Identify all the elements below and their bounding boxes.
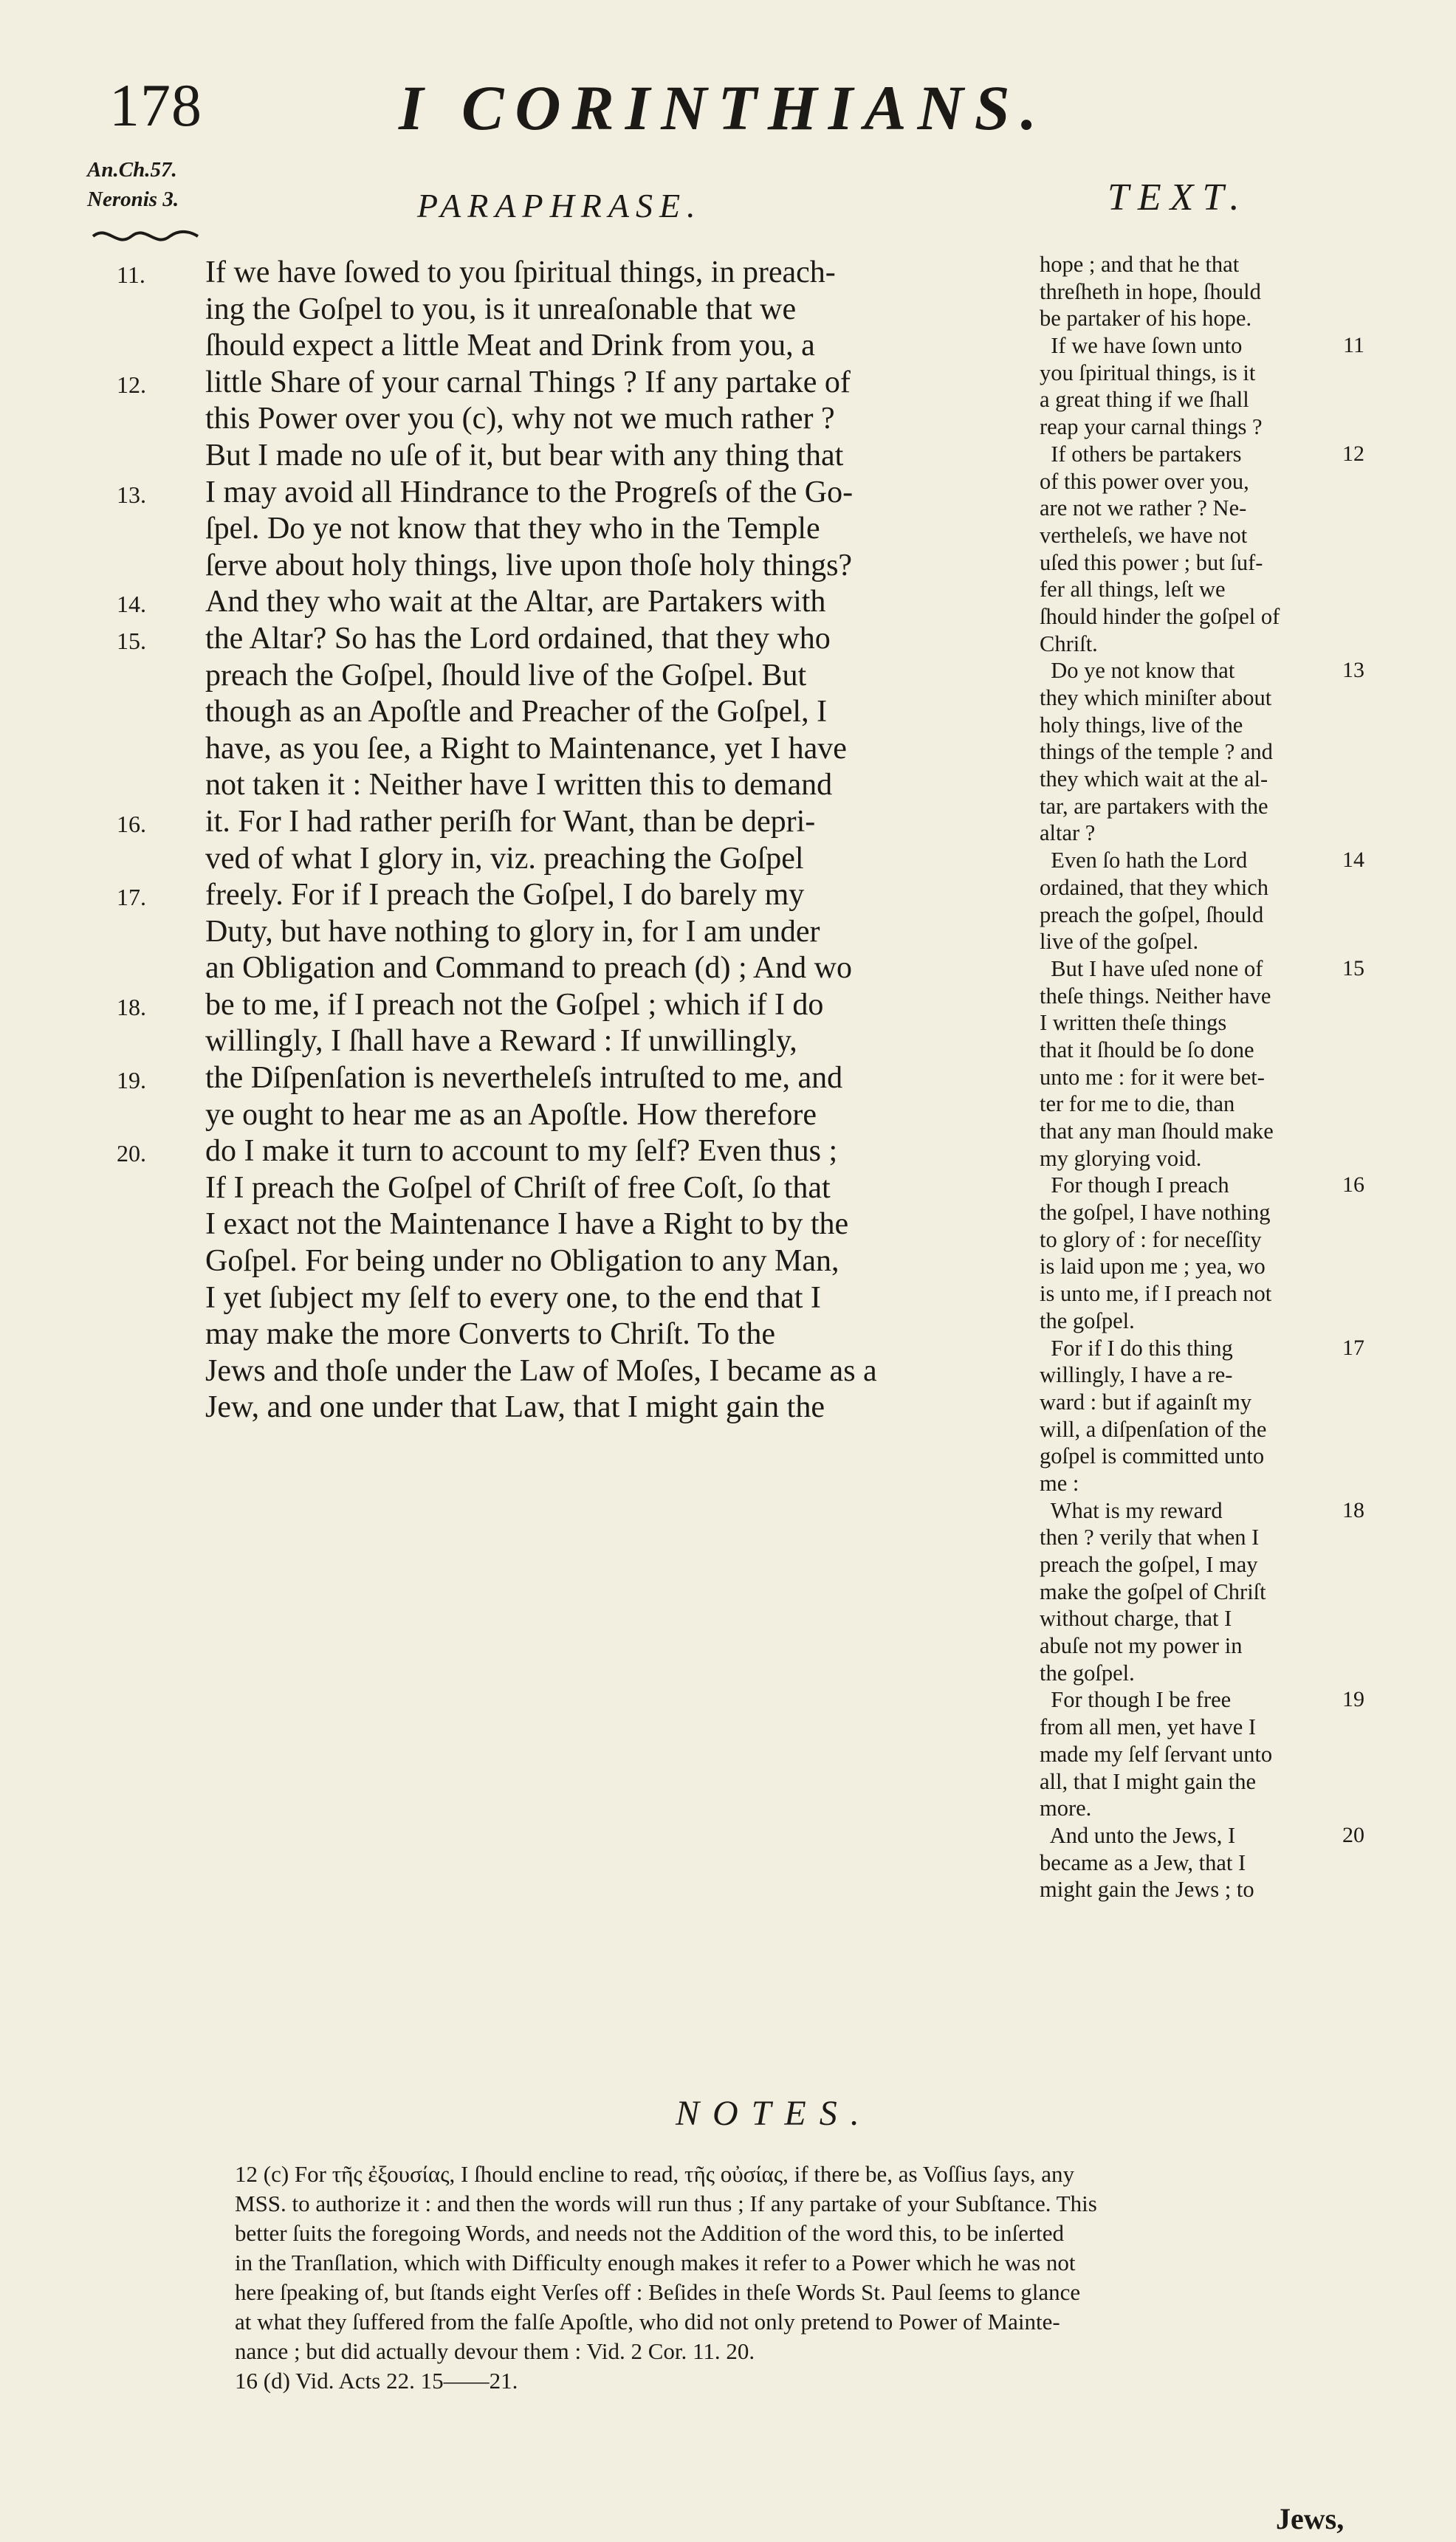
page-number: 178 (109, 72, 202, 139)
text-line-content: things of the temple ? and (1040, 739, 1273, 765)
text-line-content: is laid upon me ; yea, wo (1040, 1254, 1266, 1279)
text-line-content: But I have uſed none of (1040, 955, 1263, 981)
text-line-content: fer all things, leſt we (1040, 577, 1226, 602)
note-line: 12 (c) For τῆς ἐξουσίας, I ſhould encline to read, τῆς οὐσίας, if there be, as Voſſius ſays, any (235, 2161, 1075, 2187)
text-line-content: ter for me to die, than (1040, 1091, 1235, 1117)
text-line-content: ordained, that they which (1040, 874, 1268, 900)
note-line: in the Tranſlation, which with Difficulty enough makes it refer to a Power which he was not (235, 2250, 1076, 2275)
text-line (1040, 1335, 1364, 1362)
text-line (1040, 684, 1364, 712)
swash-ornament (90, 223, 201, 250)
paraphrase-body (205, 255, 1016, 1426)
text-line (1040, 495, 1364, 522)
margin-date-reign: Neronis 3. (87, 188, 179, 211)
paraphrase-line: ſerve about holy things, live upon thoſe holy things? (205, 548, 853, 583)
text-line-content: more. (1040, 1796, 1092, 1821)
text-line-content: live of the goſpel. (1040, 929, 1199, 955)
paraphrase-line: And they who wait at the Altar, are Partakers with (205, 585, 826, 619)
text-line (1040, 1172, 1364, 1199)
catchword: Jews, (1276, 2502, 1345, 2535)
margin-date (87, 155, 179, 214)
paraphrase-line: this Power over you (c), why not we much rather ? (205, 402, 835, 436)
text-line (1040, 1226, 1364, 1254)
text-line (1040, 1090, 1364, 1118)
text-line-content: they which wait at the al- (1040, 766, 1268, 792)
text-line-content: goſpel is committed unto (1040, 1443, 1265, 1469)
text-line (1040, 522, 1364, 549)
text-line-content: make the goſpel of Chriſt (1040, 1579, 1266, 1604)
text-line-content: then ? verily that when I (1040, 1525, 1260, 1550)
text-line (1040, 983, 1364, 1010)
text-line (1040, 1660, 1364, 1687)
text-line (1040, 1524, 1364, 1551)
text-line-content: theſe things. Neither have (1040, 983, 1271, 1009)
text-line-content: that any man ſhould make (1040, 1119, 1274, 1144)
paraphrase-line: be to me, if I preach not the Goſpel ; which if I do (205, 987, 824, 1022)
text-line-content: For though I preach (1040, 1172, 1229, 1198)
text-line-content: to glory of : for neceſſity (1040, 1226, 1262, 1252)
text-line (1040, 576, 1364, 603)
text-line-content: the goſpel, I have nothing (1040, 1200, 1271, 1226)
text-line (1040, 1714, 1364, 1741)
text-line (1040, 928, 1364, 955)
paraphrase-line: little Share of your carnal Things ? If any partake of (205, 365, 851, 399)
text-verse-number: 17 (1342, 1335, 1364, 1360)
note-line: better ſuits the foregoing Words, and needs not the Addition of the word this, to be inſerted (235, 2220, 1065, 2246)
text-line (1040, 1199, 1364, 1226)
text-line (1040, 1443, 1364, 1470)
text-verse-number: 11 (1343, 333, 1364, 358)
note-line: MSS. to authorize it : and then the words will run thus ; If any partake of your Subſtance. This (235, 2191, 1097, 2216)
text-line (1040, 1551, 1364, 1579)
note-line: here ſpeaking of, but ſtands eight Verſes off : Beſides in theſe Words St. Paul ſeems to glance (235, 2279, 1081, 2305)
paraphrase-line: an Obligation and Command to preach (d) ; And wo (205, 951, 852, 986)
text-line (1040, 1009, 1364, 1037)
text-line-content: I written theſe things (1040, 1010, 1227, 1036)
paraphrase-line: Jew, and one under that Law, that I might gain the (205, 1390, 825, 1425)
text-line-content: And unto the Jews, I (1040, 1822, 1236, 1848)
text-line-content: made my ſelf ſervant unto (1040, 1741, 1273, 1767)
text-line-content: ſhould hinder the goſpel of (1040, 603, 1280, 629)
paraphrase-verse-number: 13. (117, 481, 146, 508)
text-line-content: my glorying void. (1040, 1145, 1202, 1171)
paraphrase-line: not taken it : Neither have I written this to demand (205, 768, 833, 803)
text-line-content: vertheleſs, we have not (1040, 522, 1248, 548)
text-line (1040, 847, 1364, 874)
text-line-content: For though I be free (1040, 1687, 1232, 1713)
text-line (1040, 1849, 1364, 1877)
paraphrase-line: Goſpel. For being under no Obligation to any Man, (205, 1244, 839, 1279)
text-line (1040, 1280, 1364, 1308)
text-line-content: threſheth in hope, ſhould (1040, 278, 1261, 304)
text-line (1040, 901, 1364, 929)
paraphrase-line: the Altar? So has the Lord ordained, that they who (205, 621, 831, 656)
paraphrase-verse-number: 20. (117, 1140, 146, 1167)
text-line-content: If we have ſown unto (1040, 333, 1243, 359)
paraphrase-line: have, as you ſee, a Right to Maintenance, yet I have (205, 731, 847, 766)
text-line-content: For if I do this thing (1040, 1335, 1233, 1361)
text-verse-number: 19 (1342, 1687, 1364, 1712)
text-verse-number: 13 (1342, 658, 1364, 683)
text-line (1040, 360, 1364, 387)
paraphrase-line: ſhould expect a little Meat and Drink from you, a (205, 329, 815, 363)
text-line-content: the goſpel. (1040, 1308, 1135, 1333)
paraphrase-line: the Diſpenſation is neverthelеſs intruſted to me, and (205, 1061, 843, 1096)
text-line-content: became as a Jew, that I (1040, 1849, 1246, 1875)
text-line (1040, 468, 1364, 495)
text-line (1040, 1605, 1364, 1632)
text-line (1040, 1470, 1364, 1497)
text-line (1040, 1253, 1364, 1280)
text-line (1040, 1064, 1364, 1091)
text-line-content: they which miniſter about (1040, 685, 1272, 710)
text-line (1040, 955, 1364, 983)
text-line-content: all, that I might gain the (1040, 1768, 1257, 1794)
text-line (1040, 874, 1364, 901)
paraphrase-verse-number: 19. (117, 1067, 146, 1094)
note-line: nance ; but did actually devour them : Vid. 2 Cor. 11. 20. (235, 2338, 755, 2364)
text-verse-number: 12 (1342, 441, 1364, 466)
note-line: at what they ſuffered from the falſe Apoſtle, who did not only pretend to Power of Mainte- (235, 2309, 1060, 2335)
text-line-content: that it ſhould be ſo done (1040, 1037, 1254, 1062)
running-title: I CORINTHIANS. (399, 72, 1048, 143)
text-line (1040, 386, 1364, 413)
paraphrase-line: freely. For if I preach the Goſpel, I do barely my (205, 878, 805, 913)
text-line (1040, 1118, 1364, 1145)
paraphrase-line: ſpel. Do ye not know that they who in the Temple (205, 512, 820, 546)
text-line (1040, 1145, 1364, 1172)
paraphrase-line: ing the Goſpel to you, is it unreaſonable that we (205, 292, 797, 326)
text-line (1040, 549, 1364, 577)
paraphrase-line: ved of what I glory in, viz. preaching the Goſpel (205, 841, 804, 876)
paraphrase-verse-number: 18. (117, 994, 146, 1020)
text-line (1040, 1741, 1364, 1768)
paraphrase-line: ye ought to hear me as an Apoſtle. How therefore (205, 1097, 817, 1132)
text-line-content: the goſpel. (1040, 1660, 1135, 1686)
text-line (1040, 1389, 1364, 1416)
paraphrase-line: it. For I had rather periſh for Want, than be depri- (205, 804, 816, 839)
text-line (1040, 766, 1364, 793)
text-line-content: Do ye not know that (1040, 658, 1235, 684)
text-line-content: tar, are partakers with the (1040, 793, 1268, 819)
text-verse-number: 20 (1342, 1822, 1364, 1847)
margin-date-year: An.Ch.57. (87, 158, 177, 182)
text-line-content: ward : but if againſt my (1040, 1389, 1252, 1415)
text-line (1040, 631, 1364, 658)
text-line-content: be partaker of his hope. (1040, 306, 1252, 332)
paraphrase-verse-number: 17. (117, 884, 146, 911)
paraphrase-line: If we have ſowed to you ſpiritual things, in preach- (205, 255, 836, 289)
text-line (1040, 1795, 1364, 1822)
text-line-content: Chriſt. (1040, 631, 1098, 656)
text-line-content: might gain the Jews ; to (1040, 1877, 1254, 1903)
paraphrase-line: preach the Goſpel, ſhould live of the Goſpel. But (205, 658, 807, 693)
text-line (1040, 1579, 1364, 1606)
text-verse-number: 18 (1342, 1497, 1364, 1522)
text-line-content: willingly, I have a re- (1040, 1362, 1233, 1388)
text-line-content: If others be partakers (1040, 441, 1242, 467)
text-line (1040, 1822, 1364, 1849)
paraphrase-heading: PARAPHRASE. (417, 187, 702, 224)
text-line (1040, 1361, 1364, 1389)
text-line-content: uſed this power ; but ſuf- (1040, 549, 1263, 575)
text-line (1040, 1497, 1364, 1525)
text-line-content: Even ſo hath the Lord (1040, 848, 1248, 873)
text-line (1040, 278, 1364, 306)
paraphrase-verse-number: 15. (117, 628, 146, 654)
text-verse-number: 15 (1342, 955, 1364, 980)
text-line-content: me : (1040, 1470, 1079, 1496)
paraphrase-line: If I preach the Goſpel of Chriſt of free Coſt, ſo that (205, 1170, 831, 1205)
paraphrase-line: I yet ſubject my ſelf to every one, to the end that I (205, 1280, 821, 1315)
text-line (1040, 603, 1364, 631)
text-line (1040, 712, 1364, 739)
paraphrase-line: do I make it turn to account to my ſelf? Even thus ; (205, 1134, 838, 1169)
paraphrase-line: though as an Apoſtle and Preacher of the Goſpel, I (205, 695, 828, 729)
text-line-content: will, a diſpenſation of the (1040, 1416, 1267, 1442)
text-line-content: What is my reward (1040, 1497, 1223, 1523)
note-line: 16 (d) Vid. Acts 22. 15——21. (235, 2368, 518, 2394)
text-line-content: abuſe not my power in (1040, 1633, 1243, 1659)
text-line-content: a great thing if we ſhall (1040, 387, 1249, 413)
text-line (1040, 793, 1364, 820)
paraphrase-line: Duty, but have nothing to glory in, for I am under (205, 914, 820, 949)
text-heading: TEXT. (1108, 176, 1249, 219)
paraphrase-line: willingly, I ſhall have a Reward : If unwillingly, (205, 1024, 797, 1059)
text-line (1040, 1768, 1364, 1796)
text-line (1040, 1308, 1364, 1335)
text-line-content: without charge, that I (1040, 1606, 1232, 1632)
paraphrase-verse-number: 11. (117, 261, 145, 288)
text-line (1040, 738, 1364, 766)
notes-heading: NOTES. (676, 2094, 873, 2133)
text-line (1040, 1037, 1364, 1064)
text-line (1040, 251, 1364, 278)
text-line (1040, 332, 1364, 360)
text-line (1040, 1686, 1364, 1714)
text-line (1040, 1416, 1364, 1443)
text-line-content: of this power over you, (1040, 468, 1249, 494)
text-line-content: preach the goſpel, I may (1040, 1552, 1258, 1577)
text-line (1040, 1876, 1364, 1903)
text-line-content: hope ; and that he that (1040, 252, 1240, 277)
paraphrase-verse-number: 16. (117, 811, 146, 837)
text-line-content: is unto me, if I preach not (1040, 1281, 1272, 1307)
paraphrase-verse-number: 12. (117, 371, 146, 398)
text-verse-number: 16 (1342, 1172, 1364, 1198)
notes-body (235, 2160, 1364, 2396)
text-verse-number: 14 (1342, 848, 1364, 873)
text-line (1040, 305, 1364, 332)
paraphrase-line: Jews and thoſe under the Law of Moſes, I became as a (205, 1353, 877, 1388)
text-line-content: unto me : for it were bet- (1040, 1064, 1265, 1090)
text-line (1040, 441, 1364, 468)
text-line (1040, 413, 1364, 441)
paraphrase-line: But I made no uſe of it, but bear with any thing that (205, 438, 844, 473)
text-line-content: altar ? (1040, 820, 1096, 846)
text-line-content: you ſpiritual things, is it (1040, 360, 1256, 385)
text-line (1040, 1632, 1364, 1660)
text-line-content: are not we rather ? Ne- (1040, 495, 1247, 521)
text-line-content: preach the goſpel, ſhould (1040, 901, 1264, 927)
text-line-content: from all men, yet have I (1040, 1714, 1257, 1740)
text-line-content: reap your carnal things ? (1040, 414, 1263, 440)
paraphrase-line: I may avoid all Hindrance to the Progreſs of the Go- (205, 475, 854, 509)
text-line (1040, 820, 1364, 847)
scripture-text-column (1040, 251, 1364, 1903)
text-line-content: holy things, live of the (1040, 712, 1243, 738)
text-line (1040, 657, 1364, 684)
paraphrase-verse-number: 14. (117, 591, 146, 618)
paraphrase-line: may make the more Converts to Chriſt. To the (205, 1317, 775, 1352)
paraphrase-line: I exact not the Maintenance I have a Right to by the (205, 1207, 849, 1242)
